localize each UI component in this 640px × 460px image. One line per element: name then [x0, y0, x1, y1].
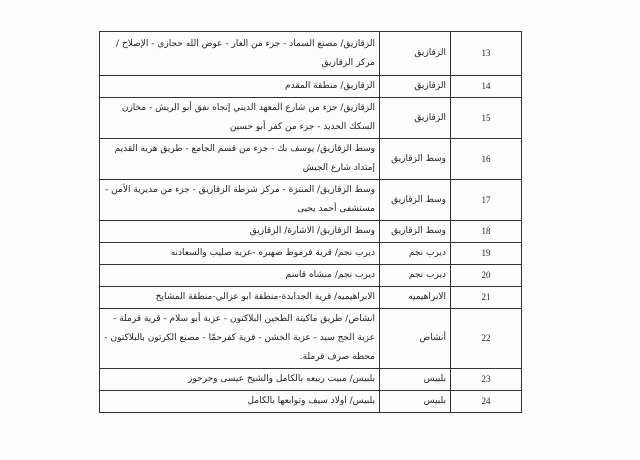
region-cell: وسط الزقازيق [380, 180, 451, 221]
table-row [100, 139, 522, 180]
detail-cell: الزقازيق/ مصنع السماد - جزء من الغار - عوض الله حجازي - الإصلاح / مركز الزقازيق [100, 32, 380, 76]
row-number: 14 [451, 76, 522, 98]
table-body [100, 32, 522, 413]
table-row [100, 309, 522, 369]
region-cell: ديرب نجم [380, 243, 451, 265]
region-cell: أنشاص [380, 309, 451, 369]
row-number: 21 [451, 287, 522, 309]
areas-table [99, 31, 522, 413]
table-row [100, 265, 522, 287]
table-row [100, 391, 522, 413]
detail-cell: ديرب نجم/ منشاه قاسم [100, 265, 380, 287]
row-number: 24 [451, 391, 522, 413]
table-row [100, 221, 522, 243]
detail-cell: وسط الزقازيق/ يوسف بك - جزء من قسم الجامع - طريق هريه القديم إمتداد شارع الجيش [100, 139, 380, 180]
table-row [100, 369, 522, 391]
table-row [100, 98, 522, 139]
region-cell: وسط الزقازيق [380, 221, 451, 243]
detail-cell: الزقازيق/ جزء من شارع المعهد الديني إتجاه نفق أبو الريش - مخازن السكك الحديد - جزء من كفر أبو حسين [100, 98, 380, 139]
region-cell: بلبيس [380, 369, 451, 391]
row-number: 16 [451, 139, 522, 180]
region-cell: الزقازيق [380, 98, 451, 139]
region-cell: ديرب نجم [380, 265, 451, 287]
detail-cell: الزقازيق/ منطقة المقدم [100, 76, 380, 98]
region-cell: وسط الزقازيق [380, 139, 451, 180]
table-row [100, 32, 522, 76]
table-row [100, 180, 522, 221]
region-cell: الزقازيق [380, 32, 451, 76]
row-number: 20 [451, 265, 522, 287]
detail-cell: انشاص/ طريق ماكينة الطحين البلاكتون - عزبة أبو سلام - قرية قرملة - عزبة الحج سيد - عزبة الخشن - قرية كفرحمّا - مصنع الكرتون بالبلاكتون - محطة صرف قرملة. [100, 309, 380, 369]
row-number: 15 [451, 98, 522, 139]
region-cell: الزقازيق [380, 76, 451, 98]
detail-cell: وسط الزقازيق/ الاشارة/ الزقازيق [100, 221, 380, 243]
row-number: 18 [451, 221, 522, 243]
row-number: 23 [451, 369, 522, 391]
detail-cell: وسط الزقازيق/ المنتزة - مركز شرطة الزقازيق - جزء من مديرية الأمن - مستشفى أحمد يحيى [100, 180, 380, 221]
detail-cell: الابراهيميه/ قرية الجدايدة-منطقة ابو عزالي-منطقة المشايخ [100, 287, 380, 309]
region-cell: بلبيس [380, 391, 451, 413]
region-cell: الابراهيميه [380, 287, 451, 309]
detail-cell: بلبيس/ اولاد سيف وتوابعها بالكامل [100, 391, 380, 413]
row-number: 22 [451, 309, 522, 369]
table-row [100, 76, 522, 98]
row-number: 13 [451, 32, 522, 76]
row-number: 17 [451, 180, 522, 221]
detail-cell: بلبيس/ مبيت ربيعه بالكامل والشيخ عيسى وحرحور [100, 369, 380, 391]
detail-cell: ديرب نجم/ قرية قرموط صهبره -عزبه صليب والسعادنه [100, 243, 380, 265]
table-row [100, 243, 522, 265]
row-number: 19 [451, 243, 522, 265]
table-row [100, 287, 522, 309]
